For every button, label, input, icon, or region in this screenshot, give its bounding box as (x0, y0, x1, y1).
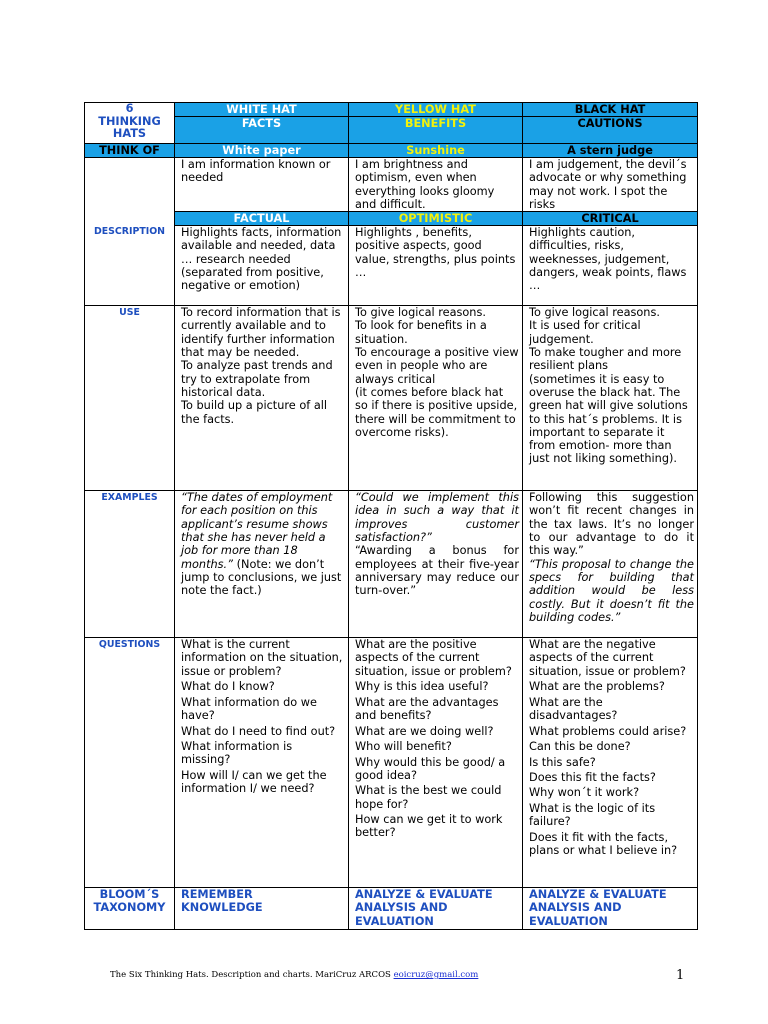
black-use (523, 306, 698, 491)
black-question: What are the problems? (529, 680, 665, 694)
black-bloom-line: ANALYSIS AND (529, 901, 622, 915)
yellow-question: Why would this be good/ a good idea? (355, 755, 506, 782)
black-question: Is this safe? (529, 755, 596, 769)
white-example-quote: “The dates of employment for each position on this applicant’s resume shows that she has never held a job for more than 18 months.” (181, 491, 333, 571)
yellow-type-desc-line: Highlights , benefits, positive aspects, good value, strengths, plus points … (355, 226, 516, 280)
six-thinking-hats-table (84, 102, 698, 930)
black-hat-name: BLACK HAT (523, 103, 698, 117)
corner-line: HATS (112, 127, 147, 140)
yellow-type: OPTIMISTIC (349, 212, 523, 226)
description-label-text: DESCRIPTION (93, 225, 166, 237)
black-type-desc (523, 226, 698, 306)
description-label (85, 158, 175, 306)
white-question: How will I/ can we get the information I/ we need? (181, 768, 327, 796)
black-bloom-line: EVALUATION (529, 914, 608, 928)
white-question: What information is missing? (181, 740, 293, 767)
white-type-desc-line: Highlights facts, information available and needed, data … research needed (181, 226, 342, 266)
black-example-quote: “This proposal to change the specs for building that addition would be less costly. But it doesn’t fit the building codes.” (529, 557, 694, 624)
yellow-example (349, 491, 523, 638)
yellow-bloom-line: EVALUATION (355, 914, 434, 928)
footer-email-link[interactable]: eoicruz@gmail.com (393, 970, 479, 980)
page-footer (110, 970, 478, 980)
yellow-think-of: Sunshine (349, 144, 523, 158)
yellow-question: What are we doing well? (355, 724, 494, 738)
white-use-line: To build up a picture of all the facts. (181, 399, 328, 426)
corner-title (85, 103, 175, 144)
examples-label: EXAMPLES (85, 491, 175, 638)
white-type-desc (175, 226, 349, 306)
black-question: What are the negative aspects of the current situation, issue or problem? (529, 638, 686, 678)
use-label: USE (85, 306, 175, 491)
black-bloom-line: ANALYZE & EVALUATE (529, 888, 667, 902)
yellow-hat-name: YELLOW HAT (349, 103, 523, 117)
yellow-question: Why is this idea useful? (355, 680, 489, 694)
yellow-use-line: To look for benefits in a situation. (355, 319, 487, 346)
yellow-use-line: (it comes before black hat so if there is positive upside, there will be commitment to overcome risks). (355, 385, 518, 439)
footer-text: The Six Thinking Hats. Description and charts. MariCruz ARCOS (110, 970, 394, 980)
white-hat-theme: FACTS (175, 117, 349, 144)
black-question: What is the logic of its failure? (529, 801, 656, 829)
bloom-label (85, 888, 175, 930)
black-think-of: A stern judge (523, 144, 698, 158)
black-use-line: (sometimes it is easy to overuse the black hat. The green hat will give solutions to this hat´s problems. It is important to separate it from emotion- more than just not liking something). (529, 372, 688, 466)
white-bloom-line: REMEMBER (181, 888, 253, 902)
white-hat-name: WHITE HAT (175, 103, 349, 117)
white-questions (175, 638, 349, 888)
black-question: What are the disadvantages? (529, 695, 618, 723)
black-use-line: To make tougher and more resilient plans (529, 346, 682, 373)
black-question: Can this be done? (529, 740, 631, 754)
black-example-plain: Following this suggestion won’t fit recent changes in the tax laws. It’s no longer to our advantage to do it this way.” (529, 491, 694, 558)
yellow-use-line: To encourage a positive view even in people who are always critical (355, 346, 519, 386)
yellow-questions (349, 638, 523, 888)
white-description: I am information known or needed (175, 158, 349, 212)
yellow-question: What is the best we could hope for? (355, 784, 502, 811)
yellow-example-rest: “Awarding a bonus for employees at their five-year anniversary may reduce our turn-over.” (355, 544, 519, 598)
black-type-desc-line: Highlights caution, difficulties, risks, weeknesses, judgement, dangers, weak points, flaws … (529, 226, 687, 293)
yellow-use (349, 306, 523, 491)
page-number: 1 (676, 968, 685, 983)
yellow-question: What are the advantages and benefits? (355, 695, 499, 723)
black-question: Does it fit with the facts, plans or what I believe in? (529, 830, 678, 858)
black-bloom (523, 888, 698, 930)
yellow-use-line: To give logical reasons. (355, 306, 486, 320)
white-type-desc-line: (separated from positive, negative or emotion) (181, 266, 324, 293)
yellow-question: How can we get it to work better? (355, 813, 503, 840)
white-question: What do I know? (181, 680, 275, 694)
black-hat-theme: CAUTIONS (523, 117, 698, 144)
yellow-example-quote: “Could we implement this idea in such a way that it improves customer satisfaction?” (355, 491, 519, 545)
white-question: What do I need to find out? (181, 724, 336, 738)
white-example (175, 491, 349, 638)
yellow-question: What are the positive aspects of the current situation, issue or problem? (355, 638, 512, 678)
white-bloom-line: KNOWLEDGE (181, 901, 263, 915)
corner-line: 6 (125, 102, 134, 115)
black-question: Does this fit the facts? (529, 770, 656, 784)
yellow-hat-theme: BENEFITS (349, 117, 523, 144)
bloom-label-line: BLOOM´S (99, 888, 160, 902)
black-use-line: To give logical reasons. (529, 306, 660, 320)
black-type: CRITICAL (523, 212, 698, 226)
bloom-label-line: TAXONOMY (93, 901, 166, 915)
yellow-bloom-line: ANALYZE & EVALUATE (355, 888, 493, 902)
white-example-note: (Note: we don’t jump to conclusions, we just note the fact.) (181, 557, 342, 598)
yellow-bloom-line: ANALYSIS AND (355, 901, 448, 915)
black-questions (523, 638, 698, 888)
white-type: FACTUAL (175, 212, 349, 226)
think-of-label: THINK OF (85, 144, 175, 158)
yellow-bloom (349, 888, 523, 930)
white-bloom (175, 888, 349, 930)
white-use-line: To record information that is currently available and to identify further information that may be needed. (181, 306, 341, 360)
white-use (175, 306, 349, 491)
yellow-description: I am brightness and optimism, even when everything looks gloomy and difficult. (349, 158, 523, 212)
questions-label: QUESTIONS (85, 638, 175, 888)
white-use-line: To analyze past trends and try to extrapolate from historical data. (181, 359, 333, 399)
black-description: I am judgement, the devil´s advocate or why something may not work. I spot the risks (523, 158, 698, 212)
white-question: What information do we have? (181, 695, 317, 723)
white-think-of: White paper (175, 144, 349, 158)
corner-line: THINKING (98, 114, 161, 128)
yellow-question: Who will benefit? (355, 740, 452, 754)
black-question: Why won´t it work? (529, 786, 640, 800)
yellow-type-desc (349, 226, 523, 306)
black-example (523, 491, 698, 638)
black-question: What problems could arise? (529, 724, 687, 738)
black-use-line: It is used for critical judgement. (529, 319, 641, 346)
white-question: What is the current information on the situation, issue or problem? (181, 638, 343, 678)
